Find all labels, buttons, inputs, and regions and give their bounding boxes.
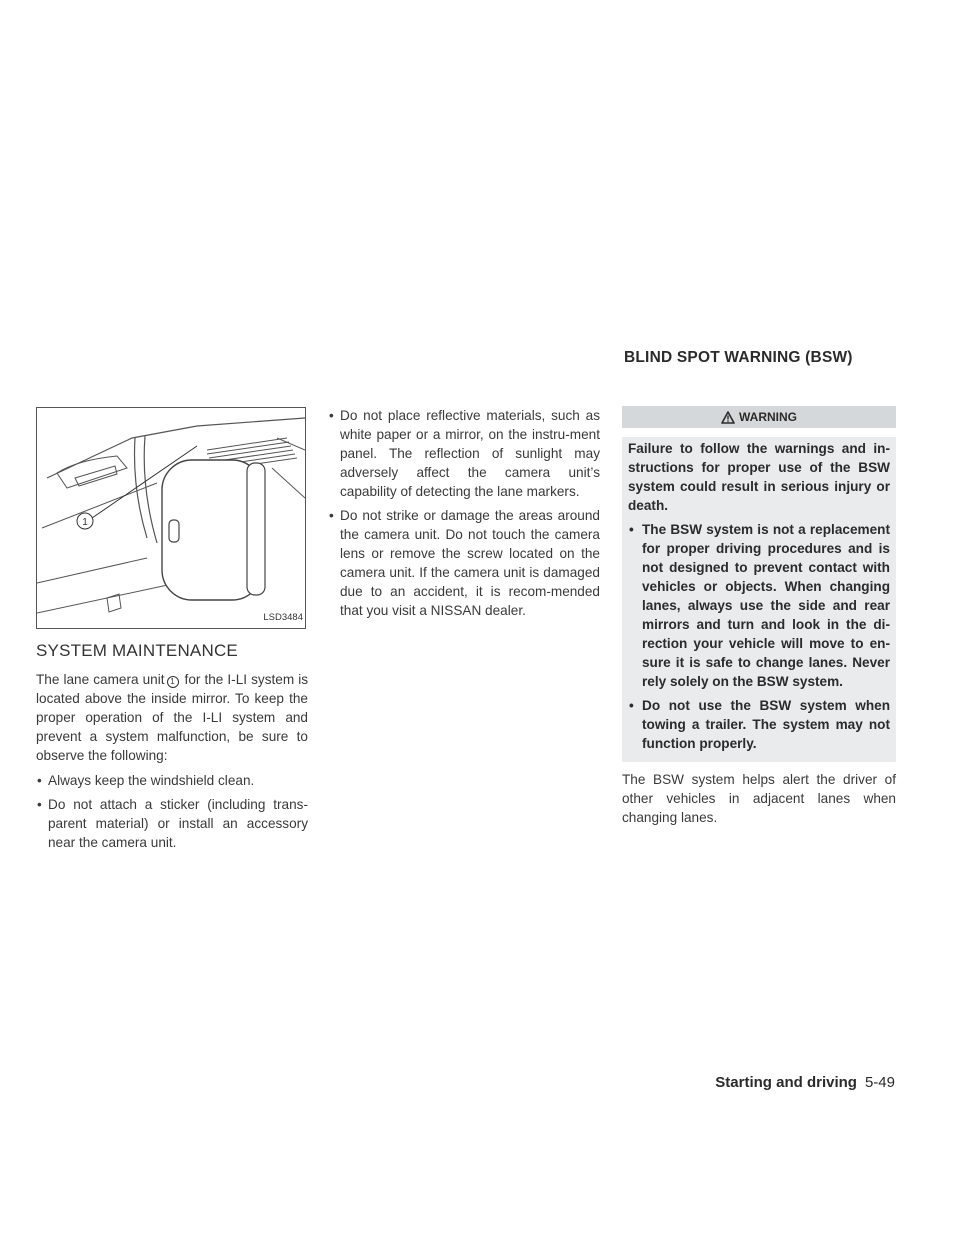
list-item (36, 771, 308, 790)
list-item-text: Do not strike or damage the areas around the camera unit. Do not touch the camera lens or remove the screw located on the camera unit. If the camera unit is damaged due to an accident, it is recom-mended that you visit a NISSAN dealer. (340, 508, 600, 618)
left-column (36, 407, 308, 857)
right-column (622, 406, 896, 833)
maintenance-list-b (328, 406, 600, 620)
bullet-icon: • (629, 698, 634, 713)
footer-section: Starting and driving (715, 1074, 857, 1091)
maintenance-intro (36, 670, 308, 765)
callout-one-icon: 1 (167, 676, 179, 688)
page-footer (715, 1074, 895, 1091)
list-item (328, 406, 600, 501)
mirror-camera-drawing (37, 408, 305, 628)
list-item (628, 520, 890, 691)
intro-text-after: for the I-LI system is located above the inside mirror. To keep the proper operation of the I-LI system and prevent a system malfunction, be sure to observe the following: (36, 672, 309, 763)
list-item (628, 696, 890, 753)
list-item-text: Do not place reflective materials, such as white paper or a mirror, on the instru-ment panel. The reflection of sunlight may adversely affect the camera unit’s capability of detecting the lane markers. (340, 408, 600, 499)
list-item (36, 795, 308, 852)
bsw-heading: BLIND SPOT WARNING (BSW) (624, 349, 853, 366)
list-item (328, 506, 600, 620)
bullet-icon: • (329, 508, 334, 523)
page-number: 5-49 (864, 1074, 895, 1091)
warning-list (628, 520, 890, 753)
bullet-icon: • (37, 773, 42, 788)
maintenance-list-a (36, 771, 308, 852)
warning-triangle-icon (721, 411, 735, 424)
warning-box (622, 437, 896, 762)
figure-callout-label: 1 (82, 517, 88, 528)
intro-text-before: The lane camera unit (36, 672, 165, 687)
middle-column (328, 406, 600, 625)
warning-label: WARNING (739, 409, 797, 424)
figure-code: LSD3484 (263, 608, 303, 627)
bullet-icon: • (37, 797, 42, 812)
bullet-icon: • (329, 408, 334, 423)
warning-banner (622, 406, 896, 428)
maintenance-heading: SYSTEM MAINTENANCE (36, 641, 238, 660)
list-item-text: Do not use the BSW system when towing a trailer. The system may not function properly. (642, 698, 890, 751)
list-item-text: The BSW system is not a replacement for proper driving procedures and is not designed to prevent contact with vehicles or objects. When changing lanes, always use the side and rear mirrors and turn and look in the di-rection your vehicle will move to en-sure it is safe to change lanes. Never rely solely on the BSW system. (642, 522, 890, 689)
warning-intro: Failure to follow the warnings and in-structions for proper use of the BSW system could result in serious injury or death. (628, 441, 890, 513)
bullet-icon: • (629, 522, 634, 537)
list-item-text: Do not attach a sticker (including trans-parent material) or install an accessory near the camera unit. (48, 797, 308, 850)
list-item-text: Always keep the windshield clean. (48, 773, 255, 788)
camera-unit-illustration (36, 407, 306, 629)
bsw-body: The BSW system helps alert the driver of other vehicles in adjacent lanes when changing lanes. (622, 772, 896, 825)
